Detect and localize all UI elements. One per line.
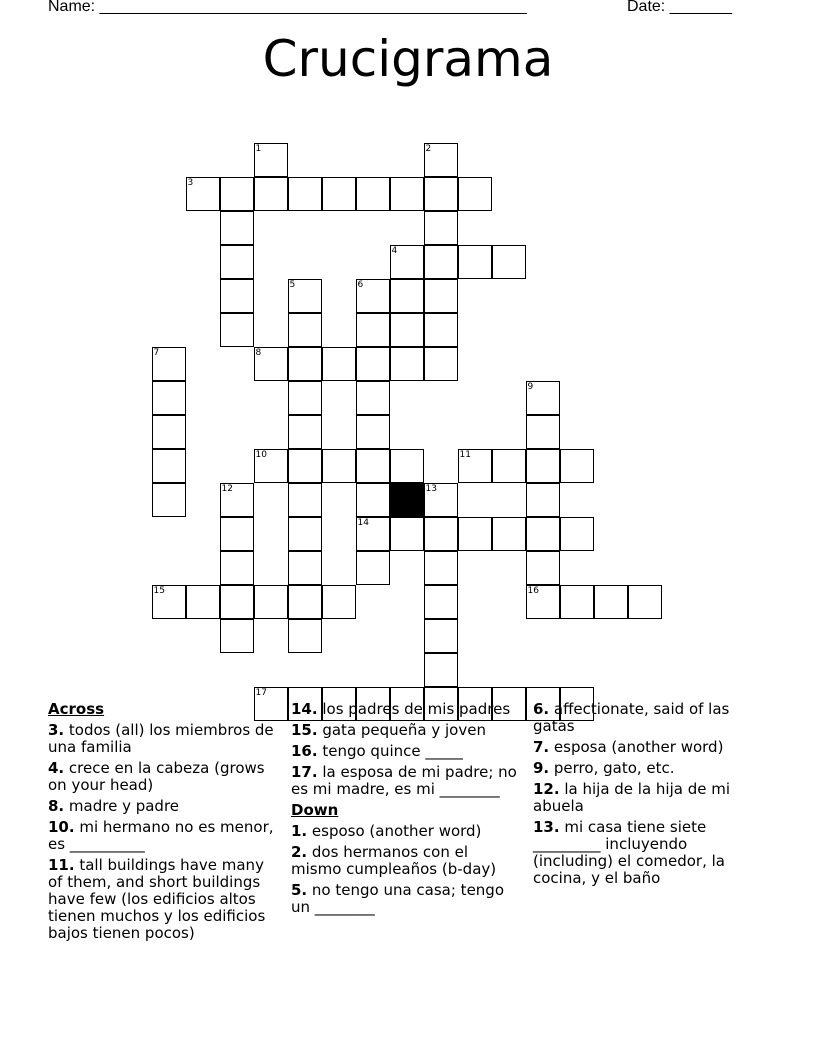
clues-column-2 — [291, 701, 523, 920]
clue-number-label: 2 — [425, 143, 432, 154]
grid-cell[interactable] — [424, 177, 458, 211]
grid-cell[interactable] — [288, 347, 322, 381]
grid-cell[interactable] — [322, 585, 356, 619]
grid-cell[interactable] — [492, 245, 526, 279]
clue-number-label: 9 — [527, 381, 534, 392]
grid-cell[interactable] — [288, 483, 322, 517]
clue-number: 14. — [291, 700, 318, 718]
grid-cell[interactable] — [220, 313, 254, 347]
grid-cell[interactable] — [356, 449, 390, 483]
grid-cell[interactable] — [152, 449, 186, 483]
grid-cell[interactable] — [322, 347, 356, 381]
grid-cell[interactable] — [424, 211, 458, 245]
grid-cell[interactable] — [560, 449, 594, 483]
clue-number: 15. — [291, 721, 318, 739]
clue-text: la esposa de mi padre; no es mi madre, es mi ________ — [291, 763, 517, 798]
grid-cell[interactable] — [356, 177, 390, 211]
grid-cell[interactable] — [322, 449, 356, 483]
grid-cell[interactable] — [594, 585, 628, 619]
grid-cell[interactable] — [526, 449, 560, 483]
clue — [291, 882, 523, 916]
clue-text: mi hermano no es menor, es __________ — [48, 818, 274, 853]
grid-cell[interactable] — [526, 483, 560, 517]
black-cell — [390, 483, 424, 517]
grid-cell[interactable] — [220, 177, 254, 211]
grid-cell[interactable] — [220, 245, 254, 279]
grid-cell[interactable] — [526, 517, 560, 551]
grid-cell[interactable] — [356, 313, 390, 347]
grid-cell[interactable] — [288, 415, 322, 449]
grid-cell[interactable] — [254, 585, 288, 619]
clue — [533, 819, 758, 887]
clue-number-label: 3 — [187, 177, 194, 188]
clue-number-label: 5 — [289, 279, 296, 290]
grid-cell[interactable] — [356, 381, 390, 415]
across-heading: Across — [48, 700, 105, 718]
grid-cell[interactable] — [560, 585, 594, 619]
clue — [291, 844, 523, 878]
clue-number: 16. — [291, 742, 318, 760]
clue-number: 13. — [533, 818, 560, 836]
clue-number-label: 15 — [153, 585, 165, 596]
clue — [533, 760, 758, 777]
clue — [291, 743, 523, 760]
clue-number: 5. — [291, 881, 308, 899]
clue-number: 8. — [48, 797, 65, 815]
clue-number-label: 8 — [255, 347, 262, 358]
clue-number-label: 14 — [357, 517, 369, 528]
clue-number-label: 10 — [255, 449, 267, 460]
grid-cell[interactable] — [288, 449, 322, 483]
clue-text: esposa (another word) — [549, 738, 724, 756]
clues-column-1 — [48, 701, 278, 946]
clue — [291, 764, 523, 798]
clue — [533, 701, 758, 735]
clue-text: los padres de mis padres — [317, 700, 511, 718]
clue-number: 17. — [291, 763, 318, 781]
grid-cell[interactable] — [152, 483, 186, 517]
grid-cell[interactable] — [356, 483, 390, 517]
clue-text: dos hermanos con el mismo cumpleaños (b-day) — [291, 843, 497, 878]
clues-column-3 — [533, 701, 758, 891]
clue — [48, 722, 278, 756]
grid-cell[interactable] — [288, 313, 322, 347]
grid-cell[interactable] — [220, 551, 254, 585]
clue-text: madre y padre — [64, 797, 180, 815]
grid-cell[interactable] — [254, 177, 288, 211]
grid-cell[interactable] — [424, 517, 458, 551]
clue-text: mi casa tiene siete _________ incluyendo (including) el comedor, la cocina, y el baño — [533, 818, 725, 887]
grid-cell[interactable] — [288, 619, 322, 653]
clue-number: 10. — [48, 818, 75, 836]
clue — [48, 819, 278, 853]
clue-number: 12. — [533, 780, 560, 798]
grid-cell[interactable] — [220, 619, 254, 653]
grid-cell[interactable] — [424, 245, 458, 279]
grid-cell[interactable] — [390, 347, 424, 381]
clue-text: no tengo una casa; tengo un ________ — [291, 881, 505, 916]
clue-text: crece en la cabeza (grows on your head) — [48, 759, 265, 794]
clue-text: todos (all) los miembros de una familia — [48, 721, 274, 756]
name-field-label[interactable]: Name: ________________________________________________ — [48, 0, 527, 15]
grid-cell[interactable] — [220, 211, 254, 245]
clue-number-label: 1 — [255, 143, 262, 154]
clue-number: 3. — [48, 721, 65, 739]
down-heading: Down — [291, 801, 339, 819]
grid-cell[interactable] — [526, 551, 560, 585]
grid-cell[interactable] — [424, 279, 458, 313]
clue — [48, 798, 278, 815]
clue — [533, 739, 758, 756]
grid-cell[interactable] — [288, 381, 322, 415]
clue-number-label: 13 — [425, 483, 437, 494]
clue-text: tengo quince _____ — [317, 742, 463, 760]
clue — [291, 722, 523, 739]
clue-text: affectionate, said of las gatas — [533, 700, 730, 735]
clue-number: 7. — [533, 738, 550, 756]
grid-cell[interactable] — [220, 517, 254, 551]
clue — [291, 823, 523, 840]
grid-cell[interactable] — [424, 551, 458, 585]
grid-cell[interactable] — [356, 347, 390, 381]
clue — [533, 781, 758, 815]
clue-text: perro, gato, etc. — [549, 759, 675, 777]
clue-number: 9. — [533, 759, 550, 777]
grid-cell[interactable] — [390, 279, 424, 313]
grid-cell[interactable] — [492, 517, 526, 551]
clue-number-label: 7 — [153, 347, 160, 358]
grid-cell[interactable] — [356, 415, 390, 449]
clue-number-label: 6 — [357, 279, 364, 290]
grid-cell[interactable] — [390, 517, 424, 551]
clue-text: esposo (another word) — [307, 822, 482, 840]
date-field-label[interactable]: Date: _______ — [627, 0, 732, 15]
grid-cell[interactable] — [628, 585, 662, 619]
grid-cell[interactable] — [458, 245, 492, 279]
clue-number-label: 16 — [527, 585, 539, 596]
grid-cell[interactable] — [186, 585, 220, 619]
grid-cell[interactable] — [424, 585, 458, 619]
grid-cell[interactable] — [390, 177, 424, 211]
grid-cell[interactable] — [458, 177, 492, 211]
grid-cell[interactable] — [424, 653, 458, 687]
grid-cell[interactable] — [492, 449, 526, 483]
grid-cell[interactable] — [424, 347, 458, 381]
clue-number: 4. — [48, 759, 65, 777]
clue-number: 6. — [533, 700, 550, 718]
grid-cell[interactable] — [288, 517, 322, 551]
grid-cell[interactable] — [220, 279, 254, 313]
grid-cell[interactable] — [560, 517, 594, 551]
grid-cell[interactable] — [526, 415, 560, 449]
grid-cell[interactable] — [424, 619, 458, 653]
clue-number: 2. — [291, 843, 308, 861]
clue-number-label: 11 — [459, 449, 471, 460]
clue-text: tall buildings have many of them, and short buildings have few (los edificios altos tienen muchos y los edificios bajos tienen pocos) — [48, 856, 266, 942]
grid-cell[interactable] — [220, 585, 254, 619]
clue-number-label: 4 — [391, 245, 398, 256]
clue-number-label: 17 — [255, 687, 267, 698]
page-title: Crucigrama — [262, 30, 554, 88]
clue-text: gata pequeña y joven — [317, 721, 486, 739]
grid-cell[interactable] — [390, 313, 424, 347]
grid-cell[interactable] — [356, 551, 390, 585]
grid-cell[interactable] — [288, 177, 322, 211]
grid-cell[interactable] — [458, 517, 492, 551]
grid-cell[interactable] — [424, 313, 458, 347]
grid-cell[interactable] — [288, 585, 322, 619]
grid-cell[interactable] — [152, 415, 186, 449]
clue-number: 11. — [48, 856, 75, 874]
clue — [48, 857, 278, 942]
clue-number-label: 12 — [221, 483, 233, 494]
clue — [291, 701, 523, 718]
grid-cell[interactable] — [390, 449, 424, 483]
clue — [48, 760, 278, 794]
grid-cell[interactable] — [152, 381, 186, 415]
clue-text: la hija de la hija de mi abuela — [533, 780, 731, 815]
clue-number: 1. — [291, 822, 308, 840]
grid-cell[interactable] — [322, 177, 356, 211]
grid-cell[interactable] — [288, 551, 322, 585]
